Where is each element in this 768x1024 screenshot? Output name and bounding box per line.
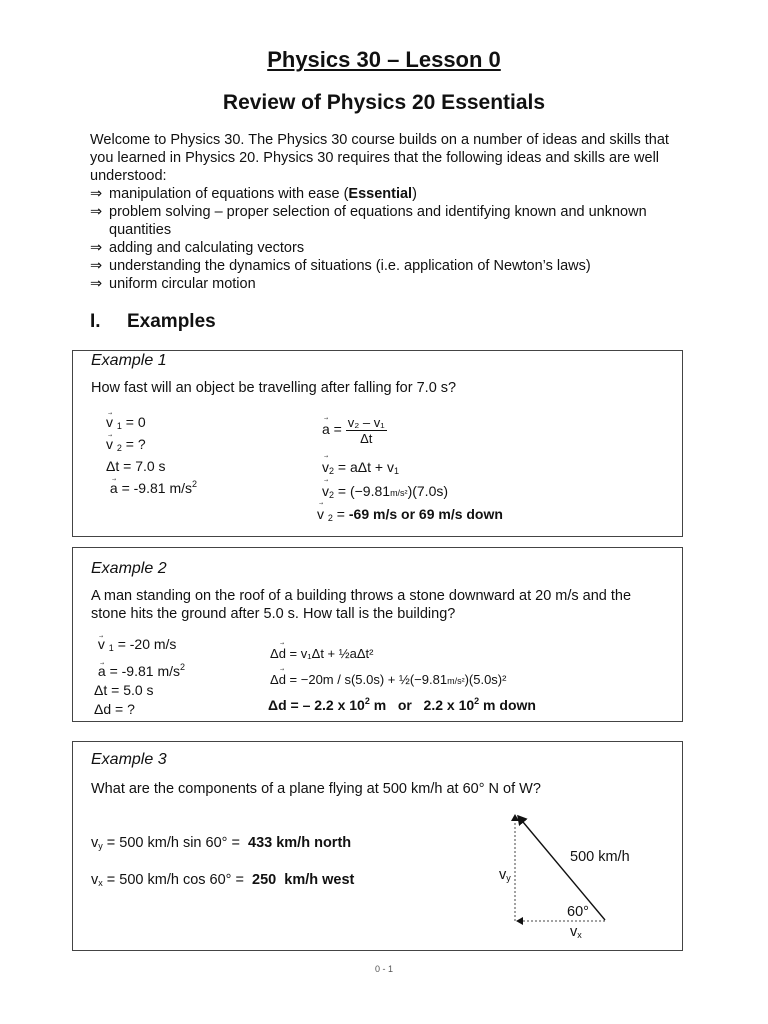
- givens-list: [106, 413, 197, 497]
- given-dt: Δt = 5.0 s: [94, 682, 154, 698]
- solution-line-2: Δ→ d = −20m / s(5.0s) + ½(−9.81m/s²)(5.0s)²: [270, 672, 506, 687]
- example-question: What are the components of a plane flying at 500 km/h at 60° N of W?: [91, 781, 541, 797]
- page-title: Physics 30 – Lesson 0: [267, 47, 501, 72]
- given-v1: → v $_1$ = 0: [106, 413, 197, 435]
- example-3-box: [72, 741, 683, 951]
- solution-line-2: → $v_2 = a\Delta t + v_1$: [322, 459, 399, 476]
- skills-list: [90, 185, 690, 293]
- section-title: Examples: [127, 311, 216, 332]
- example-title: Example 1: [91, 352, 167, 369]
- resultant-vector-arrow: [518, 816, 605, 920]
- example-title: Example 2: [91, 560, 167, 577]
- given-a: → a = -9.81 $m/s^2$: [106, 475, 197, 497]
- bullet-text: understanding the dynamics of situations (i.e. application of Newton’s laws): [109, 258, 591, 274]
- givens-list: [94, 635, 185, 719]
- vx-label: $v_x$: [570, 924, 582, 940]
- given-a: → a = -9.81 $m/s^2$: [94, 658, 185, 681]
- bullet-bold-text: Essential: [348, 186, 413, 202]
- skills-list-item: [90, 239, 690, 257]
- bullet-text: uniform circular motion: [109, 276, 256, 292]
- vy-calculation: $v_y = 500$ km/h sin 60° = 433 km/h north: [91, 835, 352, 851]
- intro-paragraph: Welcome to Physics 30. The Physics 30 course builds on a number of ideas and skills that you learned in Physics 20. Physics 30 requires that the following ideas and skills are well understood:: [90, 132, 669, 184]
- bullet-text: adding and calculating vectors: [109, 240, 305, 256]
- example-question: A man standing on the roof of a building throws a stone downward at 20 m/s and the stone hits the ground after 5.0 s. How tall is the building?: [91, 588, 632, 622]
- example-2-box: [72, 547, 683, 722]
- angle-label: 60°: [567, 904, 589, 920]
- skills-list-item: [90, 275, 690, 293]
- solution-answer: Δd = – 2.2 x $10^2$ m or 2.2 x $10^2$ m down: [268, 696, 536, 713]
- bullet-text: manipulation of equations with ease (: [109, 186, 349, 202]
- double-right-arrow-icon: ⇒: [90, 186, 103, 202]
- given-dt: Δt = 7.0 s: [106, 458, 166, 474]
- bullet-text: ): [412, 186, 417, 202]
- double-right-arrow-icon: ⇒: [90, 276, 103, 292]
- hypotenuse-label: 500 km/h: [570, 849, 630, 865]
- example-1-box: [72, 350, 683, 537]
- double-right-arrow-icon: ⇒: [90, 240, 103, 256]
- vx-calculation: $v_x = 500$ km/h cos 60° = 250 km/h west: [91, 872, 355, 888]
- solution-line-1: Δ→ d = v₁Δt + ½aΔt²: [270, 646, 373, 661]
- double-right-arrow-icon: ⇒: [90, 258, 103, 274]
- given-dd: Δd = ?: [94, 701, 135, 717]
- page-number: 0 - 1: [374, 964, 393, 974]
- fraction: $\frac{\text{v₂ – v₁}}{\Delta t}$: [347, 415, 385, 446]
- double-right-arrow-icon: ⇒: [90, 204, 103, 220]
- example-title: Example 3: [91, 751, 167, 768]
- given-v1: → v $_1$ = -20 m/s: [94, 635, 185, 658]
- solution-line-3: → $v_2 = (-9.81m/s^2)(7.0s)$: [322, 483, 448, 500]
- given-v2: → v $_2$ = ?: [106, 435, 197, 457]
- bullet-text: problem solving – proper selection of equations and identifying known and unknown quantities: [109, 204, 647, 238]
- example-question: How fast will an object be travelling after falling for 7.0 s?: [91, 380, 457, 396]
- solution-line-1: → a = $\frac{\text{v₂ – v₁}}{\Delta t}$: [322, 415, 387, 446]
- skills-list-item: [90, 257, 690, 275]
- skills-list-item: [90, 185, 690, 203]
- solution-answer: → v $_2$ = -69 m/s or 69 m/s down: [317, 506, 503, 523]
- skills-list-item: [90, 203, 690, 239]
- page-subtitle: Review of Physics 20 Essentials: [222, 91, 546, 114]
- vy-label: $v_y$: [499, 867, 511, 883]
- section-number: I.: [90, 311, 101, 332]
- section-heading: [90, 311, 216, 333]
